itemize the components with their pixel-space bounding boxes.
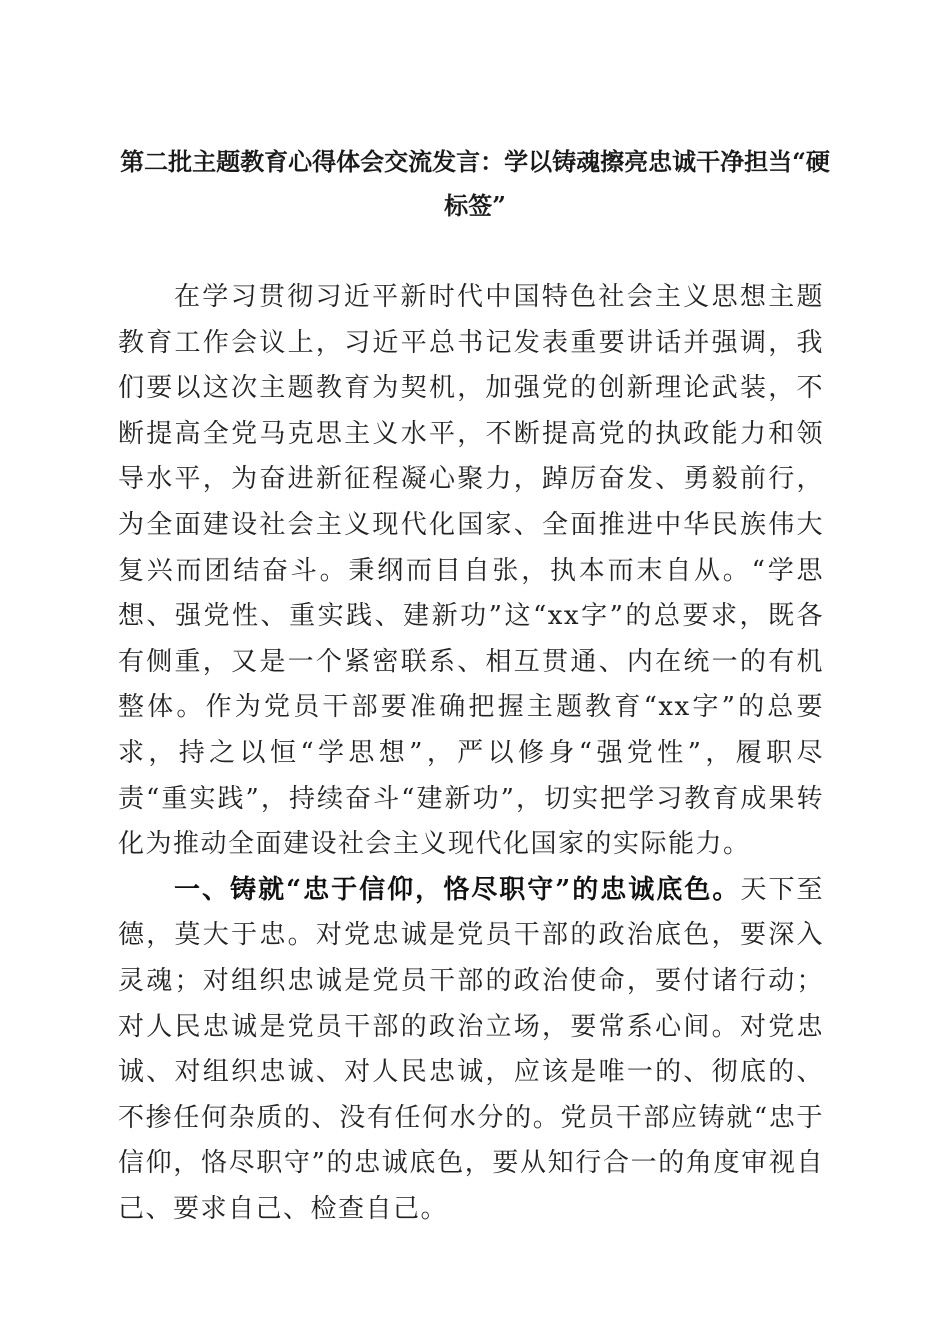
document-title: 第二批主题教育心得体会交流发言：学以铸魂擦亮忠诚干净担当“硬标签” [120, 147, 830, 220]
section-one-paragraph [118, 868, 824, 1233]
section-one-heading: 一、铸就“忠于信仰，恪尽职守”的忠诚底色。 [174, 874, 741, 905]
document-body [118, 275, 824, 1232]
section-one-text: 天下至德，莫大于忠。对党忠诚是党员干部的政治底色，要深入灵魂；对组织忠诚是党员干部的政治使命，要付诸行动；对人民忠诚是党员干部的政治立场，要常系心间。对党忠诚、对组织忠诚、对人民忠诚，应该是唯一的、彻底的、不掺任何杂质的、没有任何水分的。党员干部应铸就“忠于信仰，恪尽职守”的忠诚底色，要从知行合一的角度审视自己、要求自己、检查自己。 [118, 874, 824, 1224]
intro-paragraph: 在学习贯彻习近平新时代中国特色社会主义思想主题教育工作会议上，习近平总书记发表重要讲话并强调，我们要以这次主题教育为契机，加强党的创新理论武装，不断提高全党马克思主义水平，不断提高党的执政能力和领导水平，为奋进新征程凝心聚力，踔厉奋发、勇毅前行，为全面建设社会主义现代化国家、全面推进中华民族伟大复兴而团结奋斗。秉纲而目自张，执本而末自从。“学思想、强党性、重实践、建新功”这“xx字”的总要求，既各有侧重，又是一个紧密联系、相互贯通、内在统一的有机整体。作为党员干部要准确把握主题教育“xx字”的总要求，持之以恒“学思想”，严以修身“强党性”，履职尽责“重实践”，持续奋斗“建新功”，切实把学习教育成果转化为推动全面建设社会主义现代化国家的实际能力。 [118, 282, 824, 860]
